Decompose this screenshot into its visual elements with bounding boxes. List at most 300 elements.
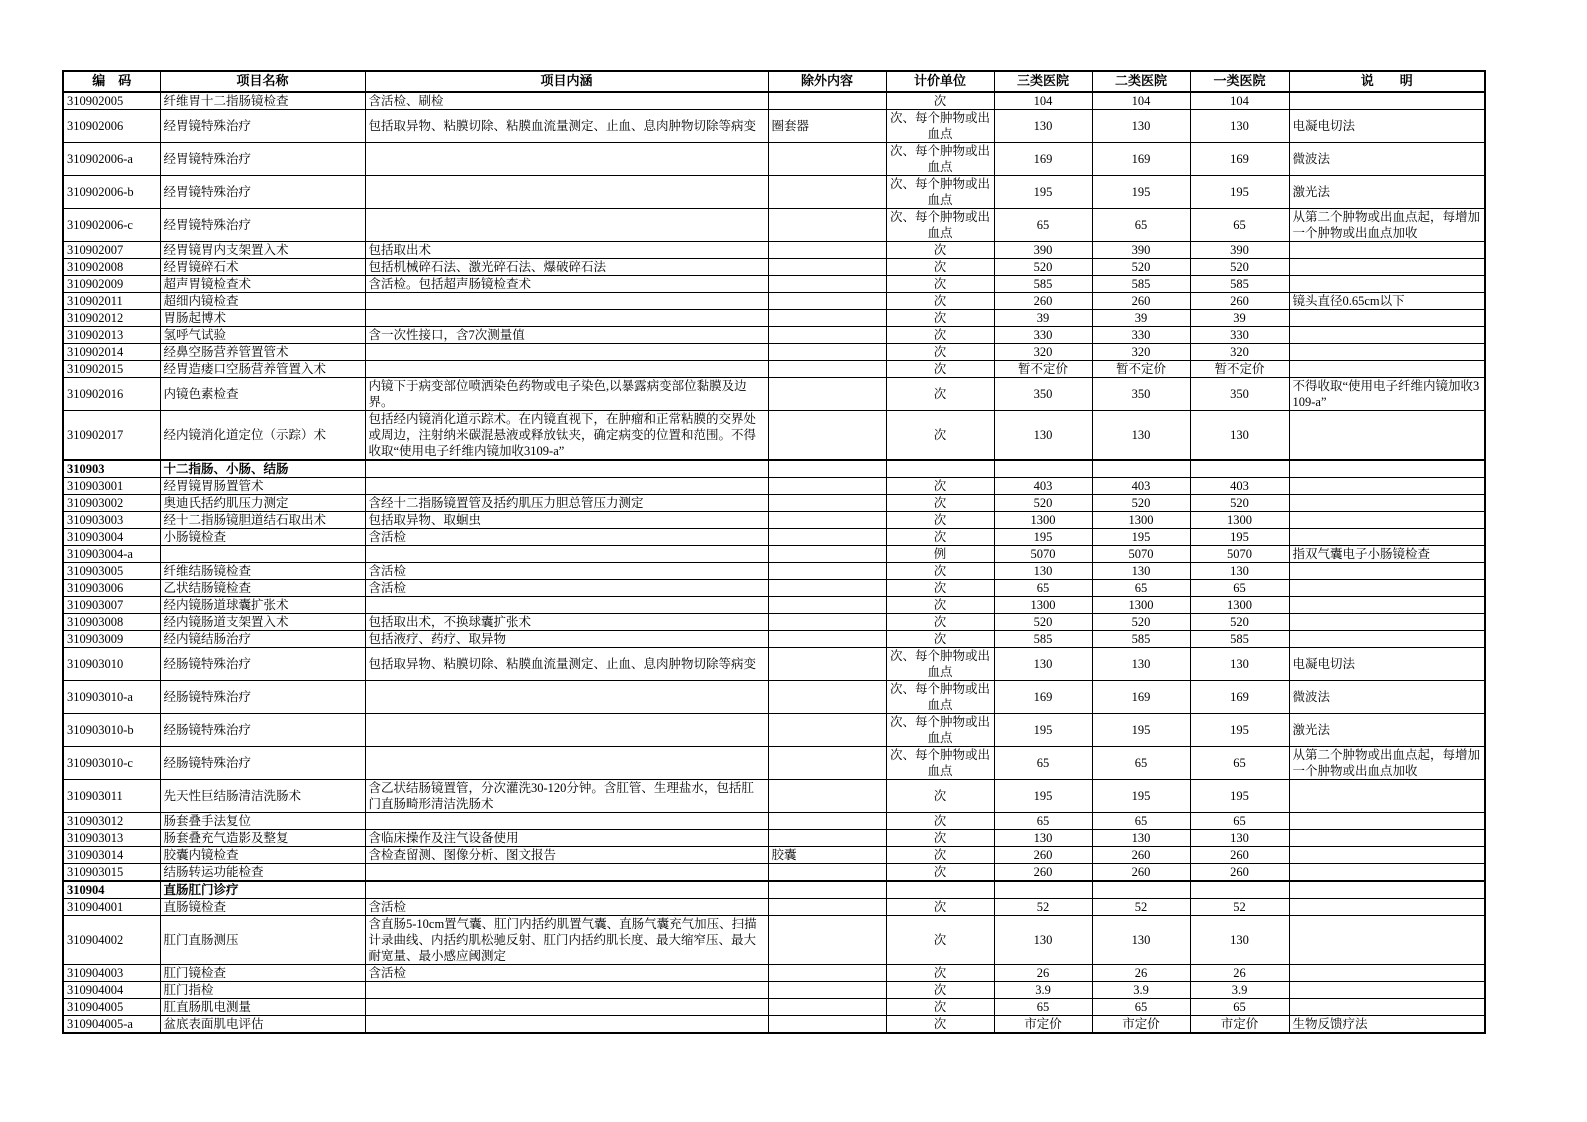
- cell-t3: 585: [994, 630, 1092, 647]
- table-row: [63, 779, 1485, 812]
- cell-t1: [1190, 460, 1289, 478]
- cell-code: 310903002: [63, 494, 160, 511]
- cell-t2: 520: [1092, 494, 1190, 511]
- cell-t2: 520: [1092, 258, 1190, 275]
- cell-t1: 169: [1190, 142, 1289, 175]
- cell-name: [160, 545, 365, 562]
- cell-t1: 195: [1190, 713, 1289, 746]
- cell-t2: 65: [1092, 746, 1190, 779]
- table-row: [63, 680, 1485, 713]
- table-row: [63, 613, 1485, 630]
- cell-note: [1289, 596, 1485, 613]
- cell-content: [365, 208, 768, 241]
- cell-t3: 260: [994, 292, 1092, 309]
- cell-content: [365, 360, 768, 377]
- cell-name: 十二指肠、小肠、结肠: [160, 460, 365, 478]
- cell-t1: 39: [1190, 309, 1289, 326]
- cell-content: [365, 596, 768, 613]
- cell-excl: [768, 511, 886, 528]
- cell-code: 310904005-a: [63, 1015, 160, 1033]
- cell-note: [1289, 915, 1485, 964]
- cell-name: 经内镜肠道球囊扩张术: [160, 596, 365, 613]
- cell-t2: 585: [1092, 630, 1190, 647]
- cell-note: 微波法: [1289, 142, 1485, 175]
- cell-t2: 1300: [1092, 596, 1190, 613]
- cell-name: 经胃造瘘口空肠营养管置入术: [160, 360, 365, 377]
- cell-excl: [768, 981, 886, 998]
- cell-code: 310902007: [63, 241, 160, 258]
- table-row: [63, 1015, 1485, 1033]
- cell-t1: 330: [1190, 326, 1289, 343]
- cell-t1: 130: [1190, 915, 1289, 964]
- cell-code: 310904004: [63, 981, 160, 998]
- cell-content: [365, 998, 768, 1015]
- cell-content: 包括取出术，不换球囊扩张术: [365, 613, 768, 630]
- cell-excl: [768, 258, 886, 275]
- cell-content: [365, 460, 768, 478]
- cell-t1: 195: [1190, 175, 1289, 208]
- cell-code: 310903006: [63, 579, 160, 596]
- cell-code: 310902009: [63, 275, 160, 292]
- table-row: [63, 596, 1485, 613]
- cell-t2: 130: [1092, 410, 1190, 460]
- cell-t2: 5070: [1092, 545, 1190, 562]
- cell-excl: [768, 326, 886, 343]
- cell-t1: 26: [1190, 964, 1289, 981]
- cell-name: 经胃镜特殊治疗: [160, 175, 365, 208]
- table-row: [63, 477, 1485, 494]
- cell-note: 激光法: [1289, 175, 1485, 208]
- cell-unit: 次: [886, 1015, 994, 1033]
- cell-name: 肛门直肠测压: [160, 915, 365, 964]
- cell-excl: [768, 528, 886, 545]
- cell-unit: 次: [886, 981, 994, 998]
- cell-note: [1289, 477, 1485, 494]
- cell-t3: 130: [994, 647, 1092, 680]
- cell-excl: [768, 998, 886, 1015]
- cell-content: 包括取异物、取蛔虫: [365, 511, 768, 528]
- cell-name: 经内镜消化道定位（示踪）术: [160, 410, 365, 460]
- cell-excl: [768, 562, 886, 579]
- cell-excl: 圈套器: [768, 109, 886, 142]
- cell-t1: 195: [1190, 528, 1289, 545]
- cell-t3: 390: [994, 241, 1092, 258]
- cell-note: 镜头直径0.65cm以下: [1289, 292, 1485, 309]
- cell-t1: 1300: [1190, 511, 1289, 528]
- cell-content: [365, 680, 768, 713]
- cell-unit: 次: [886, 309, 994, 326]
- cell-content: [365, 343, 768, 360]
- cell-t1: 65: [1190, 746, 1289, 779]
- table-row: [63, 998, 1485, 1015]
- cell-t3: 320: [994, 343, 1092, 360]
- cell-t3: 195: [994, 713, 1092, 746]
- cell-excl: [768, 208, 886, 241]
- table-row: [63, 846, 1485, 863]
- column-header-unit: 计价单位: [886, 71, 994, 92]
- cell-code: 310903008: [63, 613, 160, 630]
- cell-name: 经胃镜碎石术: [160, 258, 365, 275]
- cell-code: 310903013: [63, 829, 160, 846]
- cell-unit: 次: [886, 377, 994, 410]
- cell-excl: [768, 779, 886, 812]
- cell-t1: 130: [1190, 410, 1289, 460]
- cell-t1: 520: [1190, 258, 1289, 275]
- table-row: [63, 511, 1485, 528]
- cell-code: 310903010-c: [63, 746, 160, 779]
- cell-name: 经胃镜胃肠置管术: [160, 477, 365, 494]
- column-header-content: 项目内涵: [365, 71, 768, 92]
- cell-excl: [768, 545, 886, 562]
- cell-content: 含活检: [365, 579, 768, 596]
- cell-name: 肠套叠充气造影及整复: [160, 829, 365, 846]
- table-row: [63, 360, 1485, 377]
- cell-excl: [768, 863, 886, 881]
- table-row: [63, 309, 1485, 326]
- medical-price-table: [62, 70, 1486, 1034]
- table-row: [63, 562, 1485, 579]
- cell-content: 含经十二指肠镜置管及括约肌压力胆总管压力测定: [365, 494, 768, 511]
- cell-t2: 320: [1092, 343, 1190, 360]
- cell-unit: 次: [886, 528, 994, 545]
- cell-content: 包括取异物、粘膜切除、粘膜血流量测定、止血、息肉肿物切除等病变: [365, 109, 768, 142]
- cell-excl: [768, 275, 886, 292]
- cell-unit: [886, 460, 994, 478]
- cell-excl: [768, 92, 886, 110]
- cell-t3: 130: [994, 109, 1092, 142]
- cell-t2: 520: [1092, 613, 1190, 630]
- cell-t2: 585: [1092, 275, 1190, 292]
- table-row: [63, 92, 1485, 110]
- cell-name: 肛门指检: [160, 981, 365, 998]
- cell-content: 含活检: [365, 562, 768, 579]
- cell-unit: 次: [886, 275, 994, 292]
- cell-code: 310904002: [63, 915, 160, 964]
- cell-unit: 次: [886, 92, 994, 110]
- cell-name: 结肠转运功能检查: [160, 863, 365, 881]
- cell-note: [1289, 964, 1485, 981]
- table-header-row: [63, 71, 1485, 92]
- cell-unit: 次、每个肿物或出血点: [886, 208, 994, 241]
- cell-content: [365, 713, 768, 746]
- cell-t2: 65: [1092, 812, 1190, 829]
- cell-content: 包括取异物、粘膜切除、粘膜血流量测定、止血、息肉肿物切除等病变: [365, 647, 768, 680]
- cell-excl: [768, 964, 886, 981]
- cell-name: 先天性巨结肠清洁洗肠术: [160, 779, 365, 812]
- cell-code: 310902006-b: [63, 175, 160, 208]
- cell-unit: 次: [886, 829, 994, 846]
- cell-t3: 65: [994, 208, 1092, 241]
- cell-note: 从第二个肿物或出血点起，每增加一个肿物或出血点加收: [1289, 208, 1485, 241]
- column-header-code: 编 码: [63, 71, 160, 92]
- cell-note: 指双气囊电子小肠镜检查: [1289, 545, 1485, 562]
- table-row: [63, 545, 1485, 562]
- cell-t1: 260: [1190, 846, 1289, 863]
- cell-t2: [1092, 881, 1190, 899]
- column-header-t3: 三类医院: [994, 71, 1092, 92]
- cell-name: 经内镜肠道支架置入术: [160, 613, 365, 630]
- cell-t2: 195: [1092, 713, 1190, 746]
- cell-name: 经胃镜特殊治疗: [160, 208, 365, 241]
- cell-content: [365, 812, 768, 829]
- cell-t3: 104: [994, 92, 1092, 110]
- cell-t1: 5070: [1190, 545, 1289, 562]
- table-row: [63, 579, 1485, 596]
- cell-excl: 胶囊: [768, 846, 886, 863]
- cell-name: 氢呼气试验: [160, 326, 365, 343]
- cell-note: [1289, 846, 1485, 863]
- cell-t3: [994, 881, 1092, 899]
- cell-note: [1289, 343, 1485, 360]
- cell-t2: 26: [1092, 964, 1190, 981]
- cell-t3: 520: [994, 494, 1092, 511]
- table-row: [63, 812, 1485, 829]
- cell-t2: 暂不定价: [1092, 360, 1190, 377]
- cell-t2: 65: [1092, 579, 1190, 596]
- cell-name: 乙状结肠镜检查: [160, 579, 365, 596]
- cell-t2: 104: [1092, 92, 1190, 110]
- cell-note: 电凝电切法: [1289, 109, 1485, 142]
- cell-excl: [768, 175, 886, 208]
- cell-t2: 403: [1092, 477, 1190, 494]
- cell-name: 经肠镜特殊治疗: [160, 713, 365, 746]
- cell-t3: 195: [994, 528, 1092, 545]
- cell-t3: 169: [994, 142, 1092, 175]
- cell-code: 310902006-c: [63, 208, 160, 241]
- cell-t1: 390: [1190, 241, 1289, 258]
- cell-content: 含临床操作及注气设备使用: [365, 829, 768, 846]
- cell-name: 肛门镜检查: [160, 964, 365, 981]
- cell-t3: 520: [994, 613, 1092, 630]
- table-row: [63, 647, 1485, 680]
- cell-t1: 130: [1190, 647, 1289, 680]
- cell-t3: 585: [994, 275, 1092, 292]
- cell-content: [365, 746, 768, 779]
- column-header-t1: 一类医院: [1190, 71, 1289, 92]
- cell-note: [1289, 863, 1485, 881]
- cell-note: [1289, 613, 1485, 630]
- cell-code: 310903003: [63, 511, 160, 528]
- cell-code: 310904001: [63, 898, 160, 915]
- cell-content: 含直肠5-10cm置气囊、肛门内括约肌置气囊、直肠气囊充气加压、扫描计录曲线、内括约肌松驰反射、肛门内括约肌长度、最大缩窄压、最大耐宽量、最小感应阈测定: [365, 915, 768, 964]
- cell-note: [1289, 579, 1485, 596]
- cell-unit: 次: [886, 258, 994, 275]
- column-header-name: 项目名称: [160, 71, 365, 92]
- cell-excl: [768, 377, 886, 410]
- cell-unit: 次、每个肿物或出血点: [886, 647, 994, 680]
- cell-name: 经胃镜特殊治疗: [160, 109, 365, 142]
- cell-name: 经内镜结肠治疗: [160, 630, 365, 647]
- table-row: [63, 275, 1485, 292]
- cell-note: [1289, 981, 1485, 998]
- cell-unit: 例: [886, 545, 994, 562]
- cell-note: [1289, 410, 1485, 460]
- cell-code: 310902015: [63, 360, 160, 377]
- cell-excl: [768, 881, 886, 899]
- cell-code: 310903001: [63, 477, 160, 494]
- cell-note: [1289, 898, 1485, 915]
- cell-note: [1289, 881, 1485, 899]
- cell-unit: 次: [886, 779, 994, 812]
- cell-content: 包括液疗、药疗、取异物: [365, 630, 768, 647]
- cell-excl: [768, 309, 886, 326]
- cell-name: 经胃镜胃内支架置入术: [160, 241, 365, 258]
- cell-name: 肠套叠手法复位: [160, 812, 365, 829]
- cell-code: 310903004: [63, 528, 160, 545]
- cell-content: 包括机械碎石法、激光碎石法、爆破碎石法: [365, 258, 768, 275]
- cell-unit: 次: [886, 562, 994, 579]
- cell-content: 含活检。包括超声肠镜检查术: [365, 275, 768, 292]
- cell-code: 310903010-b: [63, 713, 160, 746]
- cell-excl: [768, 647, 886, 680]
- cell-t1: 130: [1190, 109, 1289, 142]
- cell-name: 经肠镜特殊治疗: [160, 746, 365, 779]
- cell-excl: [768, 680, 886, 713]
- cell-t2: 195: [1092, 528, 1190, 545]
- cell-t3: 195: [994, 779, 1092, 812]
- cell-t3: 1300: [994, 511, 1092, 528]
- cell-note: [1289, 630, 1485, 647]
- cell-unit: 次: [886, 630, 994, 647]
- cell-t3: 26: [994, 964, 1092, 981]
- cell-name: 纤维胃十二指肠镜检查: [160, 92, 365, 110]
- cell-content: [365, 545, 768, 562]
- cell-content: [365, 142, 768, 175]
- cell-unit: 次: [886, 511, 994, 528]
- cell-excl: [768, 579, 886, 596]
- cell-code: 310903010-a: [63, 680, 160, 713]
- cell-t2: 39: [1092, 309, 1190, 326]
- cell-name: 直肠镜检查: [160, 898, 365, 915]
- cell-excl: [768, 915, 886, 964]
- cell-code: 310902012: [63, 309, 160, 326]
- table-row: [63, 377, 1485, 410]
- cell-t3: 52: [994, 898, 1092, 915]
- cell-excl: [768, 292, 886, 309]
- cell-t3: 130: [994, 562, 1092, 579]
- table-row: [63, 528, 1485, 545]
- cell-note: [1289, 326, 1485, 343]
- cell-content: 含检查留测、图像分析、图文报告: [365, 846, 768, 863]
- cell-t1: 65: [1190, 998, 1289, 1015]
- cell-t3: 65: [994, 812, 1092, 829]
- cell-content: 含活检: [365, 964, 768, 981]
- cell-t2: 330: [1092, 326, 1190, 343]
- cell-unit: 次: [886, 410, 994, 460]
- cell-t1: 104: [1190, 92, 1289, 110]
- cell-content: [365, 477, 768, 494]
- cell-t2: 390: [1092, 241, 1190, 258]
- cell-code: 310903009: [63, 630, 160, 647]
- cell-unit: 次、每个肿物或出血点: [886, 142, 994, 175]
- cell-excl: [768, 241, 886, 258]
- table-row: [63, 208, 1485, 241]
- cell-name: 经肠镜特殊治疗: [160, 647, 365, 680]
- cell-note: [1289, 511, 1485, 528]
- cell-t3: 350: [994, 377, 1092, 410]
- cell-t2: 65: [1092, 998, 1190, 1015]
- cell-note: [1289, 779, 1485, 812]
- table-row: [63, 292, 1485, 309]
- cell-excl: [768, 613, 886, 630]
- cell-excl: [768, 812, 886, 829]
- cell-excl: [768, 410, 886, 460]
- cell-note: [1289, 92, 1485, 110]
- cell-content: [365, 1015, 768, 1033]
- cell-t1: 65: [1190, 579, 1289, 596]
- cell-note: 激光法: [1289, 713, 1485, 746]
- cell-name: 奥迪氏括约肌压力测定: [160, 494, 365, 511]
- cell-content: [365, 881, 768, 899]
- cell-unit: 次、每个肿物或出血点: [886, 109, 994, 142]
- table-row: [63, 898, 1485, 915]
- cell-note: [1289, 460, 1485, 478]
- cell-t3: 65: [994, 998, 1092, 1015]
- cell-excl: [768, 360, 886, 377]
- cell-t1: 暂不定价: [1190, 360, 1289, 377]
- cell-code: 310903004-a: [63, 545, 160, 562]
- cell-t1: 1300: [1190, 596, 1289, 613]
- cell-name: 超声胃镜检查术: [160, 275, 365, 292]
- cell-t2: 130: [1092, 109, 1190, 142]
- cell-unit: 次: [886, 812, 994, 829]
- cell-t3: 130: [994, 410, 1092, 460]
- cell-t1: 520: [1190, 613, 1289, 630]
- cell-note: [1289, 258, 1485, 275]
- cell-code: 310903: [63, 460, 160, 478]
- cell-excl: [768, 713, 886, 746]
- cell-code: 310902017: [63, 410, 160, 460]
- cell-note: 从第二个肿物或出血点起，每增加一个肿物或出血点加收: [1289, 746, 1485, 779]
- cell-name: 肛直肠肌电测量: [160, 998, 365, 1015]
- cell-t3: 130: [994, 915, 1092, 964]
- cell-unit: [886, 881, 994, 899]
- cell-t3: 3.9: [994, 981, 1092, 998]
- cell-unit: 次: [886, 241, 994, 258]
- cell-name: 经鼻空肠营养管置管术: [160, 343, 365, 360]
- cell-code: 310902006: [63, 109, 160, 142]
- cell-unit: 次: [886, 846, 994, 863]
- cell-t2: 3.9: [1092, 981, 1190, 998]
- cell-excl: [768, 630, 886, 647]
- cell-unit: 次: [886, 326, 994, 343]
- cell-note: 微波法: [1289, 680, 1485, 713]
- cell-t3: 330: [994, 326, 1092, 343]
- cell-code: 310904003: [63, 964, 160, 981]
- cell-unit: 次: [886, 613, 994, 630]
- cell-t2: 260: [1092, 863, 1190, 881]
- cell-t1: [1190, 881, 1289, 899]
- cell-unit: 次: [886, 292, 994, 309]
- cell-note: [1289, 829, 1485, 846]
- table-row: [63, 829, 1485, 846]
- cell-code: 310903014: [63, 846, 160, 863]
- cell-code: 310902014: [63, 343, 160, 360]
- cell-name: 内镜色素检查: [160, 377, 365, 410]
- cell-unit: 次: [886, 998, 994, 1015]
- cell-t3: 520: [994, 258, 1092, 275]
- cell-t2: 169: [1092, 680, 1190, 713]
- cell-content: 含活检、刷检: [365, 92, 768, 110]
- cell-note: [1289, 998, 1485, 1015]
- cell-t2: 195: [1092, 779, 1190, 812]
- cell-excl: [768, 343, 886, 360]
- table-row: [63, 915, 1485, 964]
- cell-note: [1289, 494, 1485, 511]
- cell-t2: 市定价: [1092, 1015, 1190, 1033]
- cell-content: [365, 863, 768, 881]
- cell-t3: 65: [994, 746, 1092, 779]
